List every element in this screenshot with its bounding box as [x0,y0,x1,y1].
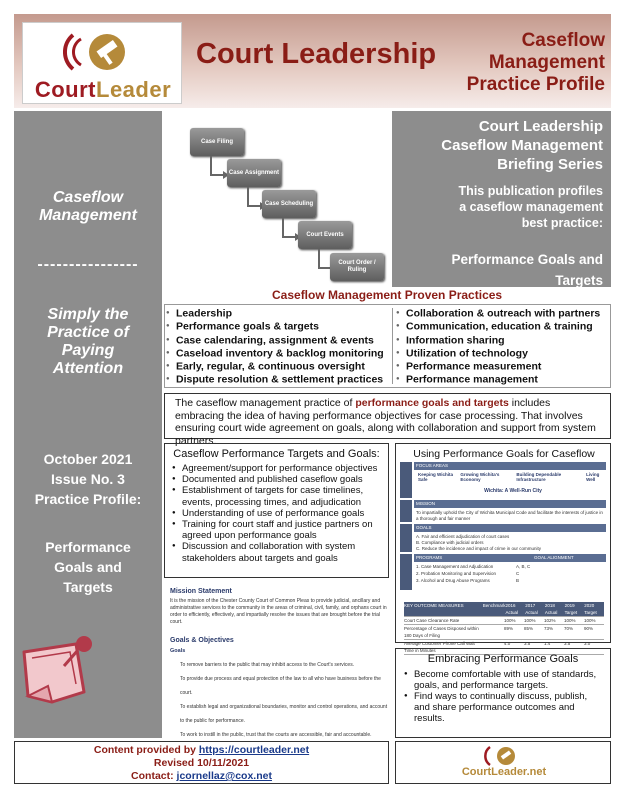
embracing-goals-box [395,648,611,738]
proven-practices-left-list [166,307,388,387]
courtleader-link[interactable]: https://courtleader.net [198,744,310,756]
page-subtitle: Caseflow Management Practice Profile [466,30,605,95]
list-item: ● Become comfortable with use of standards, goals, and performance targets. [404,669,602,691]
footer-credits: Content provided by https://courtleader.net Revised 10/11/2021 Contact: jcornellaz@cox.net [14,741,389,784]
flow-step: Court Order / Ruling [330,253,384,281]
goal-item: A. Fair and efficient adjudication of court cases [416,534,510,539]
table-row: KEY OUTCOME MEASURES Benchmark 2016 Actual 2017 Actual 2018 Actual 2019 Target 2020 Target [404,602,604,617]
list-item: ● Documented and published caseflow goals [172,474,381,485]
footer-logo-wordmark: CourtLeader.net [461,766,547,778]
sidebar-tagline: Simply the Practice of Paying Attention [47,306,129,377]
list-item: ● Training for court staff and justice partners on agreed upon performance goals [172,519,381,541]
footer-logo [395,741,611,784]
flow-step: Case Assignment [227,159,281,187]
list-item: ● Information sharing [396,334,610,347]
mission-header: MISSION [414,500,606,508]
mission-statement-title: Mission Statement [170,588,232,595]
briefing-panel [392,111,611,287]
embracing-goals-title: Embracing Performance Goals [427,653,579,665]
flow-arrow-icon [210,156,224,176]
table-row: Percentage of Cases Disposed within 180 Days of Filing 89% 85% 73% 70% 90% [404,625,604,640]
list-item: ● Understanding of use of performance goals [172,508,381,519]
list-item: ● Agreement/support for performance objectives [172,463,381,474]
list-item: ● Dispute resolution & settlement practices [166,373,388,386]
sidebar-divider: ---------------- [37,256,139,273]
list-item: ● Communication, education & training [396,320,610,333]
using-goals-title: Using Performance Goals for Caseflow [413,448,595,460]
list-item: ● Performance goals & targets [166,320,388,333]
proven-practices-title: Caseflow Management Proven Practices [272,288,503,302]
gavel-logo-small-icon [484,745,524,767]
targets-goals-title: Caseflow Performance Targets and Goals: [173,448,380,460]
revised-date: Revised 10/11/2021 [153,757,250,769]
focus-items [418,472,608,482]
targets-goals-list [172,463,381,564]
flow-step: Case Scheduling [262,190,316,218]
focus-item: Growing Wichita's Economy [460,472,500,482]
mission-statement-text: It is the mission of the Chester County Court of Common Pleas to provide judicial, ancillary and administrative services to the community in the areas of criminal, civil, family, and orphans court in order to efficiently, effectively, and impartially resolve the issues that are brought before the trial court. [170,598,387,625]
list-item: ● Case calendaring, assignment & events [166,334,388,347]
vision-text: Wichita: A Well-Run City [484,488,542,494]
list-item: ● Establishment of targets for case timelines, events, processing times, and adjudication [172,485,381,507]
programs-band [400,554,412,590]
briefing-description: This publication profiles a caseflow management best practice: [458,184,603,230]
list-item: To provide due process and equal protection of the law to all who have business before the court. [180,676,381,696]
list-item: ● Find ways to continually discuss, publish, and share performance outcomes and results. [404,691,602,724]
goal-item: C. Reduce the incidence and impact of crime in our community [416,546,542,551]
briefing-title: Court Leadership Caseflow Management Briefing Series [441,118,603,173]
contact-email-link[interactable]: jcornellaz@cox.net [176,770,272,782]
proven-practices-right-list [396,307,610,387]
focus-band [400,462,412,498]
list-item: ● Discussion and collaboration with system stakeholders about targets and goals [172,541,381,563]
gavel-logo-icon [63,29,143,75]
program-item: 3. Alcohol and Drug Abuse Programs B [416,578,520,583]
focus-item: Living Well [586,472,600,482]
mission-band [400,500,412,522]
flow-step: Case Filing [190,128,244,156]
table-row: Court Case Clearance Rate 100% 100% 102% 100% 100% [404,617,604,625]
goals-list [180,658,390,742]
goal-item: B. Compliance with judicial orders [416,540,484,545]
flow-arrow-icon [282,218,296,238]
sticky-note-pin-icon [18,630,108,710]
flow-step: Court Events [298,221,352,249]
goals-band [400,524,412,552]
list-item: ● Utilization of technology [396,347,610,360]
mission-text: To impartially uphold the City of Wichita Municipal Code and facilitate the interests of justice in a thorough and fair manner [416,510,603,521]
list-item: To remove barriers to the public that may inhibit access to the Court's services. [180,662,355,668]
goals-subtitle: Goals [170,648,186,654]
list-item: To establish legal and organizational boundaries, monitor and control operations, and account to the public for performance. [180,704,388,724]
embracing-goals-list [404,669,602,724]
targets-goals-box [164,443,389,578]
courtleader-logo [22,22,182,104]
goals-header: GOALS [414,524,606,532]
briefing-topic: Performance Goals and Targets [451,252,603,288]
focus-item: Building Dependable Infrastructure [516,472,562,482]
focus-header: FOCUS AREAS [414,462,606,470]
flow-arrow-icon [247,187,261,207]
programs-header: PROGRAMS GOAL ALIGNMENT [414,554,606,562]
list-item: ● Early, regular, & continuous oversight [166,360,388,373]
sidebar-profile-topic: Performance Goals and Targets [45,539,131,595]
list-item: To work to instill in the public, trust that the courts are accessible, fair and accountable. [180,732,372,738]
goals-objectives-title: Goals & Objectives [170,637,234,644]
list-item: ● Leadership [166,307,388,320]
logo-wordmark: CourtLeader [34,77,172,102]
intro-paragraph: The caseflow management practice of performance goals and targets includes embracing the idea of having performance objectives for case processing. That involves ensuring court wide agreement on goals, along with collaboration and support from system partners. [164,393,611,439]
table-row: Average Customer Phone Call Wait Time in Minutes 4.0 3.5 1.4 3.5 3.0 [404,640,604,655]
program-item: 1. Case Management and Adjudication A, B, C [416,564,531,569]
list-item: ● Collaboration & outreach with partners [396,307,610,320]
focus-item: Keeping Wichita Safe [418,472,453,482]
program-item: 2. Probation Monitoring and Supervision C [416,571,520,576]
sidebar-topic: Caseflow Management [39,189,137,224]
list-item: ● Caseload inventory & backlog monitoring [166,347,388,360]
list-item: ● Performance measurement [396,360,610,373]
page-title: Court Leadership [196,38,437,70]
sidebar-issue-info: October 2021 Issue No. 3 Practice Profile: [34,451,142,507]
list-item: ● Performance management [396,373,610,386]
proven-practices-divider [392,308,393,384]
